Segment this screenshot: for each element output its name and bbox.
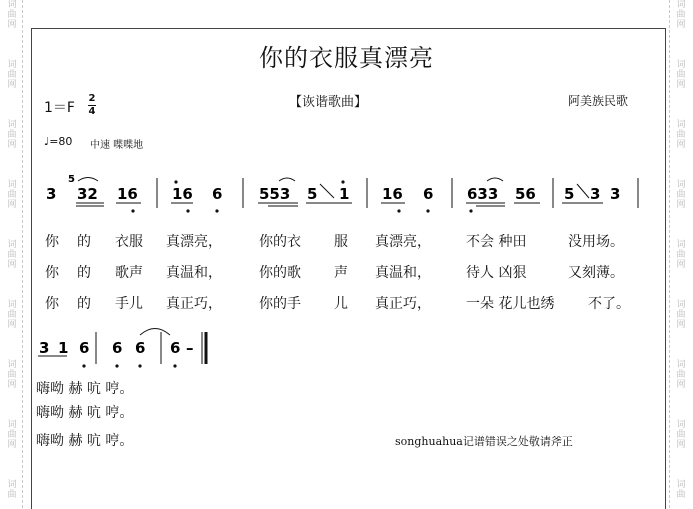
lyric-cell: 真漂亮， [375, 234, 431, 250]
lyric-cell: 你的歌 [259, 265, 301, 281]
lyric-cell: 你的手 [259, 296, 301, 312]
grace-note: 5 [68, 174, 75, 185]
lyric-cell: 的 [77, 296, 91, 312]
lyric-cell: 你 [45, 296, 59, 312]
lyric-cell: 你 [45, 234, 59, 250]
note: 633 [467, 185, 499, 203]
lyric-cell: 歌声 [115, 265, 143, 281]
notation-row-2 [39, 339, 194, 357]
lyric-line-ending-3: 嗨呦 赫 吭 哼。 [36, 433, 134, 449]
lyric-cell: 服 [334, 234, 348, 250]
note: 6 [79, 339, 90, 357]
lyric-cell: 的 [77, 265, 91, 281]
note: 6 [423, 185, 434, 203]
note: 553 [259, 185, 291, 203]
lyric-line-ending-2: 嗨呦 赫 吭 哼。 [36, 405, 134, 421]
lyric-cell: 不了。 [588, 296, 630, 312]
notation-row-1 [46, 174, 620, 203]
lyric-cell: 待人 凶狠 [466, 265, 527, 281]
lyric-cell: 真温和， [375, 265, 431, 281]
expression-marking: 中速 喋喋地 [90, 140, 144, 151]
dash: – [186, 339, 194, 357]
lyric-cell: 真漂亮， [166, 234, 222, 250]
lyric-cell: 不会 种田 [466, 234, 527, 250]
watermark-right: 词 曲 网 词 曲 网 词 曲 网 词 曲 网 词 曲 网 词 曲 网 词 曲 网 词 曲 网 词 曲 [676, 0, 686, 500]
lyric-cell: 没用场。 [568, 234, 624, 250]
lyric-cell: 衣服 [115, 234, 143, 250]
note: 16 [382, 185, 403, 203]
lyric-cell: 真正巧， [375, 296, 431, 312]
note: 1 [339, 185, 350, 203]
time-signature-top: 2 [88, 93, 96, 104]
note: 3 [610, 185, 621, 203]
note: 1 [58, 339, 69, 357]
song-origin: 阿美族民歌 [568, 94, 629, 108]
lyric-cell: 声 [334, 265, 348, 281]
note: 6 [112, 339, 123, 357]
note: 3 [46, 185, 57, 203]
lyric-cell: 儿 [334, 296, 348, 312]
note: 5 [564, 185, 575, 203]
note: 16 [117, 185, 138, 203]
lyric-cell: 又刻薄。 [568, 265, 624, 281]
lyric-cell: 真正巧， [166, 296, 222, 312]
note: 5 [307, 185, 318, 203]
note: 3 [590, 185, 601, 203]
lyric-line-ending-1: 嗨呦 赫 吭 哼。 [36, 381, 134, 397]
lyric-cell: 的 [77, 234, 91, 250]
transcriber-note: songhuahua记谱错误之处敬请斧正 [395, 435, 573, 448]
note: 3 [39, 339, 50, 357]
lyric-cell: 手儿 [115, 296, 143, 312]
note: 16 [172, 185, 193, 203]
watermark-left: 词 曲 网 词 曲 网 词 曲 网 词 曲 网 词 曲 网 词 曲 网 词 曲 网 词 曲 网 词 曲 [7, 0, 17, 500]
time-signature-bottom: 4 [88, 106, 96, 117]
note: 32 [77, 185, 98, 203]
lyric-cell: 一朵 花儿也绣 [466, 296, 555, 312]
genre-label: 【诙谐歌曲】 [289, 95, 368, 110]
note: 6 [212, 185, 223, 203]
note: 6 [135, 339, 146, 357]
note: 6 [170, 339, 181, 357]
lyric-cell: 你的衣 [259, 234, 301, 250]
song-title: 你的衣服真漂亮 [259, 44, 434, 72]
lyric-cell: 你 [45, 265, 59, 281]
key-signature: 1＝F [44, 100, 75, 116]
lyric-cell: 真温和， [166, 265, 222, 281]
tempo-marking: ♩=80 [44, 135, 73, 148]
note: 56 [515, 185, 536, 203]
